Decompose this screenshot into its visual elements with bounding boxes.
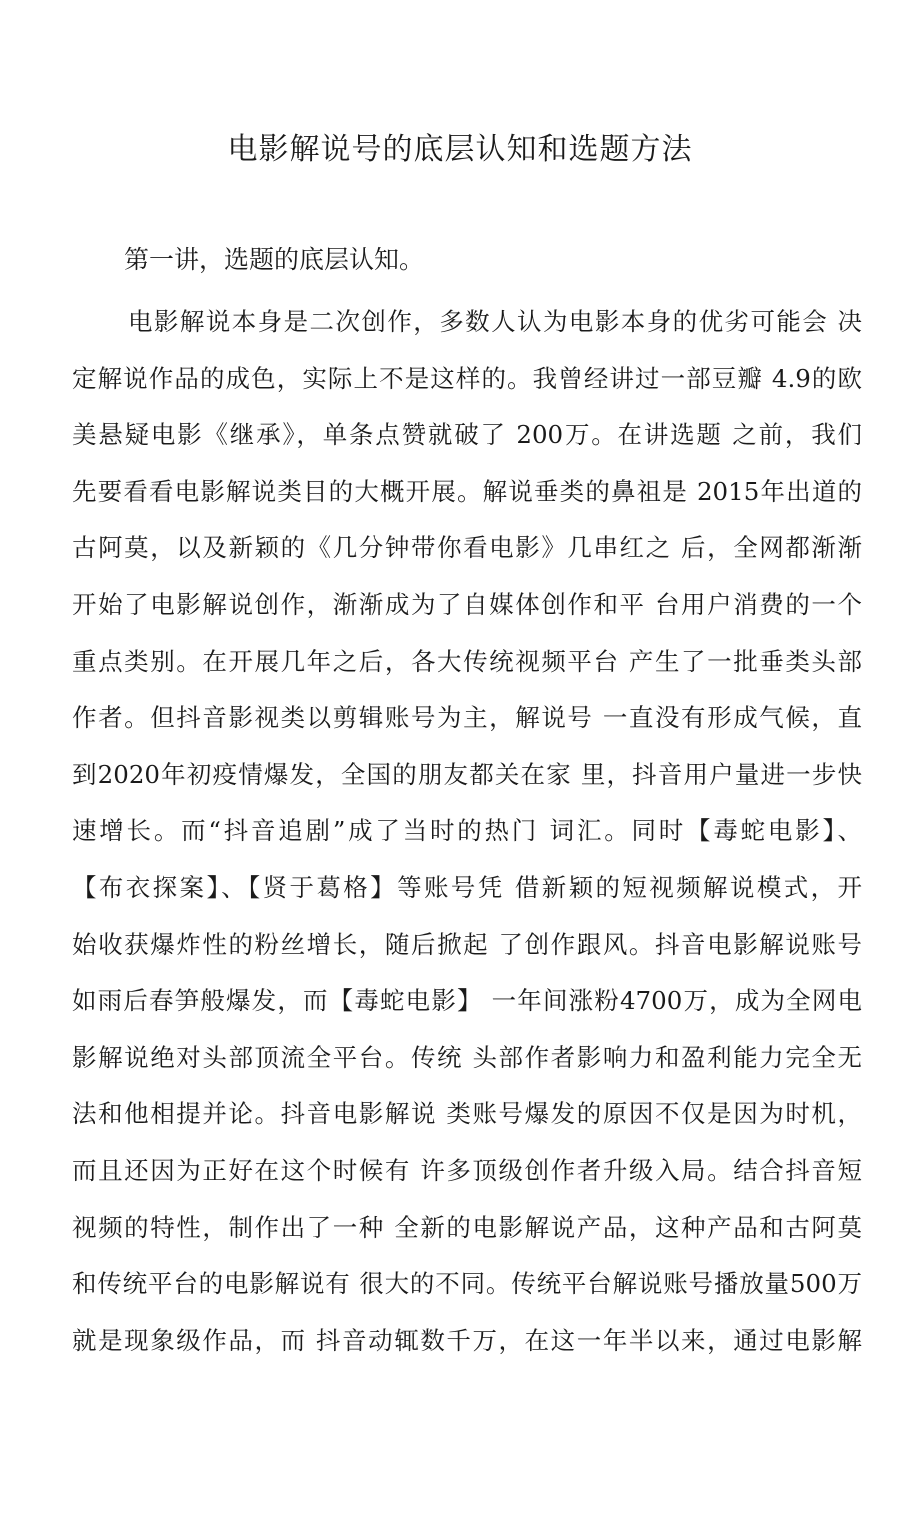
paragraph-line: 【布衣探案】、【贤于葛格】等账号凭 借新颖的短视频解说模式，开 bbox=[72, 872, 862, 902]
paragraph-line: 速增长。而“抖音追剧”成了当时的热门 词汇。同时【毒蛇电影】、 bbox=[72, 816, 862, 846]
paragraph-line: 开始了电影解说创作，渐渐成为了自媒体创作和平 台用户消费的一个 bbox=[72, 589, 862, 619]
paragraph-line: 影解说绝对头部顶流全平台。传统 头部作者影响力和盈利能力完全无 bbox=[72, 1042, 862, 1072]
document-title: 电影解说号的底层认知和选题方法 bbox=[227, 132, 693, 167]
paragraph-line: 定解说作品的成色，实际上不是这样的。我曾经讲过一部豆瓣 4.9的欧 bbox=[72, 363, 862, 393]
paragraph-line: 古阿莫，以及新颖的《几分钟带你看电影》几串红之 后，全网都渐渐 bbox=[72, 533, 862, 563]
paragraph bbox=[72, 297, 862, 1372]
paragraph-line: 而且还因为正好在这个时候有 许多顶级创作者升级入局。结合抖音短 bbox=[72, 1155, 862, 1185]
paragraph-line: 到2020年初疫情爆发，全国的朋友都关在家 里，抖音用户量进一步快 bbox=[72, 759, 862, 789]
paragraph-line: 法和他相提并论。抖音电影解说 类账号爆发的原因不仅是因为时机， bbox=[72, 1099, 862, 1129]
paragraph-line: 作者。但抖音影视类以剪辑账号为主，解说号 一直没有形成气候，直 bbox=[72, 703, 862, 733]
section-heading: 第一讲，选题的底层认知。 bbox=[124, 245, 425, 274]
paragraph-line: 先要看看电影解说类目的大概开展。解说垂类的鼻祖是 2015年出道的 bbox=[72, 476, 862, 506]
paragraph-line: 视频的特性，制作出了一种 全新的电影解说产品，这种产品和古阿莫 bbox=[72, 1212, 862, 1242]
paragraph-line: 如雨后春笋般爆发，而【毒蛇电影】 一年间涨粉4700万，成为全网电 bbox=[72, 986, 862, 1016]
paragraph-line: 和传统平台的电影解说有 很大的不同。传统平台解说账号播放量500万 bbox=[72, 1269, 862, 1299]
paragraph-line: 美悬疑电影《继承》，单条点赞就破了 200万。在讲选题 之前，我们 bbox=[72, 420, 862, 450]
paragraph-line: 就是现象级作品，而 抖音动辄数千万，在这一年半以来，通过电影解 bbox=[72, 1325, 862, 1355]
paragraph-line: 重点类别。在开展几年之后，各大传统视频平台 产生了一批垂类头部 bbox=[72, 646, 862, 676]
paragraph-line: 始收获爆炸性的粉丝增长，随后掀起 了创作跟风。抖音电影解说账号 bbox=[72, 929, 862, 959]
paragraph-line: 电影解说本身是二次创作，多数人认为电影本身的优劣可能会 决 bbox=[128, 307, 862, 336]
